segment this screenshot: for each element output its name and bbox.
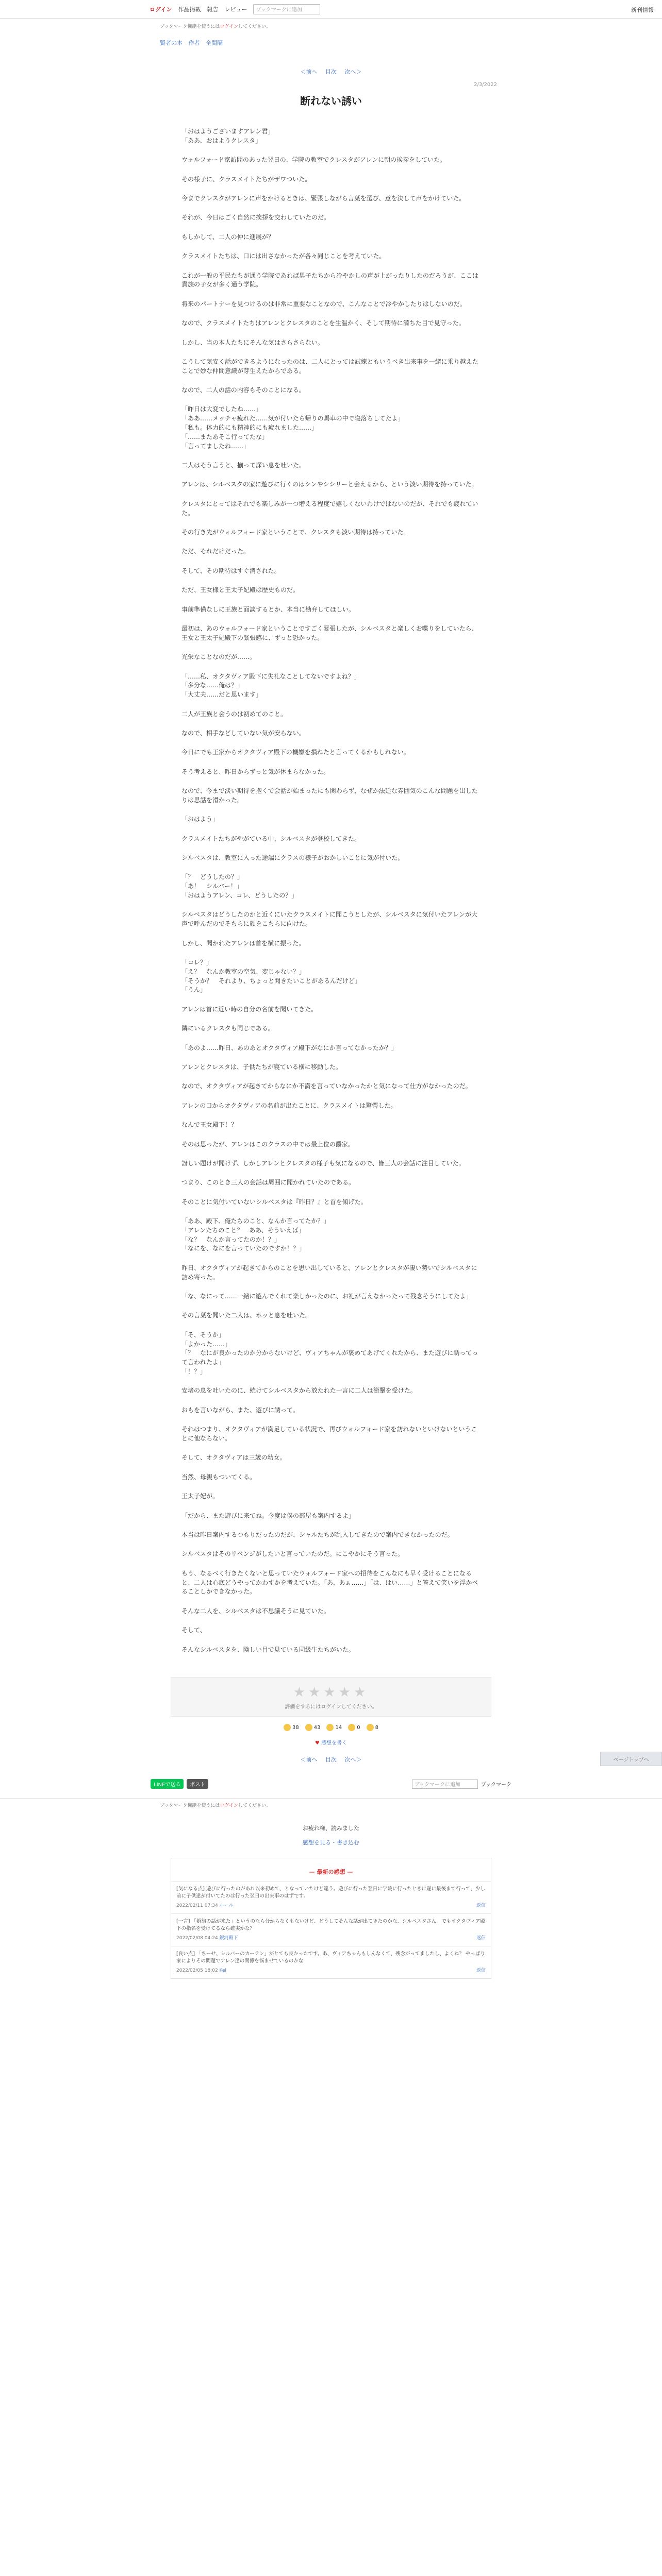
review-reply-link[interactable]: 返信 — [476, 1903, 486, 1909]
body-paragraph: 二人はそう言うと、揃って深い息を吐いた。 — [181, 462, 306, 469]
body-paragraph: アレンは、シルベスタの家に遊びに行くのはシンやシシリーと会えるから、という淡い期待を持っていた。 — [181, 481, 478, 488]
reaction-laugh[interactable] — [326, 1724, 342, 1731]
body-paragraph: おもを言いながら、また、遊びに誘って。 — [181, 1406, 299, 1414]
review-meta — [176, 1935, 486, 1942]
all-episodes-link[interactable]: 全間隔 — [206, 40, 223, 46]
body-paragraph: なので、相手などしていない気が安らない。 — [181, 729, 305, 737]
body-paragraph: ただ、それだけだった。 — [181, 548, 250, 555]
thumbs-up-icon — [284, 1724, 291, 1731]
review-date: 2022/02/11 07:34 — [176, 1903, 220, 1909]
body-paragraph: 「あのよ……昨日、あのあとオクタヴィア殿下がなにか言ってなかったか？」 — [181, 1044, 398, 1052]
episode-body — [181, 127, 481, 1654]
share-row — [151, 1779, 511, 1789]
episode-title: 断れない誘い — [300, 95, 362, 107]
review-list — [171, 1881, 491, 1978]
reaction-count: 0 — [357, 1725, 360, 1731]
body-paragraph: そんな二人を、シルベスタは不思議そうに見ていた。 — [181, 1607, 330, 1615]
body-paragraph: なので、クラスメイトたちはアレンとクレスタのことを生温かく、そして期待に満ちた目で見守った。 — [181, 319, 465, 327]
body-paragraph: なので、二人の話の内容もそのことになる。 — [181, 386, 305, 394]
reviews-heading-text: 最新の感想 — [317, 1869, 345, 1876]
review-item — [171, 1913, 491, 1946]
body-paragraph: 「ああ、殿下、俺たちのこと、なんか言ってたか？」 「アレンたちのこと？ ああ、そういえば」 「な？ なんか言ってたのか！？」 「なにを、なにを言っていたのですか！？」 — [181, 1217, 330, 1252]
body-paragraph: しかし、当の本人たちにそんな気はさらさらない。 — [181, 338, 324, 346]
nav-item-review[interactable]: レビュー — [224, 6, 247, 13]
reaction-count: 43 — [313, 1725, 321, 1731]
body-paragraph: そして、オクタヴィアは三歳の幼女。 — [181, 1454, 286, 1462]
review-author-link[interactable]: 銀河殿下 — [219, 1936, 238, 1941]
body-paragraph: クレスタにとってはそれでも楽しみが一つ増える程度で嬉しくないわけではないのだが、それでも疲れていた。 — [181, 500, 478, 517]
body-paragraph: 事前準備なしに王族と面談するとか、本当に勘弁してほしい。 — [181, 605, 355, 613]
page-top-button[interactable]: ページトップへ — [600, 1752, 662, 1766]
review-reply-link[interactable]: 返信 — [476, 1936, 486, 1941]
body-paragraph: アレンの口からオクタヴィアの名前が出たことに、クラスメイトは驚愕した。 — [181, 1101, 397, 1109]
body-paragraph: クラスメイトたちがやがている中、シルベスタが登校してきた。 — [181, 835, 361, 842]
body-paragraph: 安堵の息を吐いたのに、続けてシルベスタから放たれた一言に二人は衝撃を受けた。 — [181, 1387, 417, 1395]
review-date: 2022/02/08 04:24 — [176, 1936, 220, 1941]
pager-bottom — [0, 1755, 662, 1764]
rating-box — [171, 1677, 491, 1717]
body-paragraph: 将来のパートナーを見つけるのは非常に重要なことなので、こんなことで冷やかしたりはしないのだ。 — [181, 300, 466, 308]
bookmark-input[interactable]: ブックマークに追加 — [412, 1780, 478, 1789]
body-paragraph: そんなシルベスタを、険しい目で見ている同級生たちがいた。 — [181, 1646, 355, 1653]
review-date-author — [176, 1935, 238, 1942]
reaction-bar — [0, 1724, 662, 1731]
body-paragraph: なんで王女殿下！？ — [181, 1121, 238, 1129]
body-paragraph: 本当は昨日案内するつもりだったのだが、シャルたちが乱入してきたので案内できなかったのだ。 — [181, 1531, 454, 1538]
review-item — [171, 1946, 491, 1978]
next-link[interactable]: 次へ＞ — [344, 69, 362, 75]
body-paragraph: なので、今まで淡い期待を抱くで会話が始まったにも関わらず、なぜか法廷な雰囲気のこんな問題を出したりは思話を滑かった。 — [181, 787, 478, 804]
body-paragraph: アレンは首に近い時の自分の名前を聞いてきた。 — [181, 1005, 318, 1013]
body-paragraph: 「？ どうしたの？」 「あ！ シルバー！」 「おはようアレン、コレ、どうしたの？」 — [181, 873, 298, 900]
body-paragraph: 「だから、また遊びに来てね。今度は僕の部屋も案内するよ」 — [181, 1512, 355, 1519]
body-paragraph: そう考えると、昨日からずっと気が休まらなかった。 — [181, 768, 330, 775]
surprise-icon — [348, 1724, 355, 1731]
episode-date: 2/3/2022 — [474, 82, 497, 88]
body-paragraph: 光栄なことなのだが……。 — [181, 653, 256, 661]
body-paragraph: そのことに気付いていないシルベスタは『昨日？』と首を傾げた。 — [181, 1198, 367, 1206]
body-paragraph: その様子に、クラスメイトたちがザワついた。 — [181, 175, 311, 183]
body-paragraph: なので、オクタヴィアが起きてからなにか不満を言っていなかったかと気になって仕方がなかったのだ。 — [181, 1082, 472, 1090]
body-paragraph: 「な、なにって……一緒に遊んでくれて楽しかったのに、お礼が言えなかったって残念そうにしてたよ」 — [181, 1293, 472, 1300]
review-meta — [176, 1967, 486, 1974]
nav-item-post[interactable]: 作品掲載 — [178, 6, 201, 13]
review-page-link[interactable]: 感想を見る・書き込む — [303, 1839, 359, 1846]
reaction-count: 14 — [335, 1725, 342, 1731]
reaction-thumbs-up[interactable] — [284, 1724, 299, 1731]
body-paragraph: こうして気安く話ができるようになったのは、二人にとっては試練ともいうべき出来事を一緒に乗り越えたことで妙な仲間意識が芽生えたからである。 — [181, 358, 478, 375]
heart-icon: ♥ — [315, 1740, 320, 1747]
thanks-message: お疲れ様、読みました — [303, 1825, 359, 1832]
body-paragraph: 「コレ？」 「え？ なんか教室の空気、変じゃない？」 「そうか？ それより、ちょっと聞きたいことがあるんだけど」 「うん」 — [181, 959, 361, 994]
body-paragraph: もしかして、二人の仲に進展が？ — [181, 233, 274, 241]
pager-top — [0, 67, 662, 76]
reviews-heading: — 最新の感想 — — [309, 1869, 353, 1876]
body-paragraph: 訝しい題けが聞けず、しかしアレンとクレスタの様子も気になるので、皆三人の会話に注目していた。 — [181, 1159, 465, 1167]
prev-link[interactable]: ＜前へ — [300, 69, 318, 75]
body-paragraph: そして、 — [181, 1626, 206, 1634]
body-paragraph: 昨日、オクタヴィアが起きてからのことを思い出していると、アレンとクレスタが凄い勢いでシルベスタに詰め寄った。 — [181, 1264, 477, 1281]
body-paragraph: シルベスタはそのリベンジがしたいと言っていたのだ。にこやかにそう言った。 — [181, 1550, 404, 1558]
next-link-bottom[interactable]: 次へ＞ — [344, 1756, 362, 1764]
body-paragraph: 隣にいるクレスタも同じである。 — [181, 1025, 274, 1032]
latest-reviews — [171, 1858, 491, 1979]
rating-stars[interactable]: ★★★★★ — [293, 1685, 369, 1701]
smile-icon — [305, 1724, 312, 1731]
work-title-link[interactable]: 賢者の本 — [160, 40, 183, 46]
review-author-link[interactable]: Kei — [219, 1968, 227, 1974]
reaction-count: 8 — [375, 1725, 378, 1731]
review-text: [気になる点] 遊びに行ったのがあれ以来初めて、となっていたけど違う。遊びに行った翌日に学院に行ったときに遂に最後まで行って、少し前に子供達が付いてたのは行った翌日の出来事のはずです。 — [176, 1886, 486, 1900]
notice2-prefix: ブックマーク機能を使うには — [160, 1803, 220, 1809]
review-author-link[interactable]: ルール — [219, 1903, 234, 1909]
search-input[interactable]: ブックマークに追加 — [253, 4, 320, 14]
reaction-count: 38 — [292, 1725, 299, 1731]
body-paragraph: もう、なるべく行きたくないと思っていたウォルフォード家への招待をこんなにも早く受けることになると、二人は心底どうやってかわすかを考えていた。「あ、あぁ……」「は、はい……」と答えて笑いを浮かべることしかできなかった。 — [181, 1569, 478, 1596]
review-date: 2022/02/05 18:02 — [176, 1968, 220, 1974]
notice2-login-link[interactable]: ログイン — [220, 1803, 238, 1809]
body-paragraph: そして、その期待はすぐ消された。 — [181, 567, 280, 574]
body-paragraph: これが一般の平民たちが通う学院であれば男子たちから冷やかしの声が上がったりしたのだろうが、ここは貴族の子女が多く通う学院。 — [181, 272, 479, 289]
body-paragraph: 「……私、オクタヴィア殿下に失礼なことしてないですよね？」 「多分な……俺は？」 「大丈夫……だと思います」 — [181, 672, 360, 699]
login-link[interactable]: ログイン — [150, 6, 172, 13]
bookmark-button[interactable]: ブックマーク — [481, 1782, 511, 1788]
review-text: [良い点] 「ちーせ、シルバーのカーテン」がとても良かったです。あ、ヴィアちゃんもしんなくて、残念がってましたし、よくね？ やっぱり家によりその問題でアレン達の関係を悩ませているのかな — [176, 1951, 485, 1964]
body-paragraph: ただ、王女様と王太子妃殿は歴史ものだ。 — [181, 586, 300, 594]
body-paragraph: 「おはよう」 — [181, 816, 219, 823]
body-paragraph: シルベスタは、教室に入った途端にクラスの様子がおかしいことに気が付いた。 — [181, 854, 404, 862]
notice-suffix: してください。 — [238, 24, 271, 29]
toc-link-bottom[interactable]: 目次 — [325, 1756, 337, 1764]
new-release-menu[interactable]: 新刊情報 — [631, 7, 654, 13]
review-reply-link[interactable]: 返信 — [476, 1968, 486, 1974]
author-link[interactable]: 作者 — [188, 40, 200, 46]
body-paragraph: その行き先がウォルフォード家ということで、クレスタも淡い期待は持っていた。 — [181, 529, 410, 536]
clap-icon — [367, 1724, 374, 1731]
nav-item-report[interactable]: 報告 — [207, 6, 219, 13]
body-paragraph: 二人が王族と会うのは初めてのこと。 — [181, 710, 287, 718]
body-paragraph: しかし、聞かれたアレンは首を横に振った。 — [181, 939, 305, 947]
notice-prefix: ブックマーク機能を使うには — [160, 24, 220, 29]
body-paragraph: 今までクレスタがアレンに声をかけるときは、緊張しながら言葉を選び、意を決して声をかけていた。 — [181, 194, 466, 202]
body-paragraph: その言葉を聞いた二人は、ホッと息を吐いた。 — [181, 1312, 312, 1319]
body-paragraph: 当然、母親もついてくる。 — [181, 1473, 256, 1481]
rating-note: 評価をするにはログインしてください。 — [285, 1704, 377, 1710]
top-nav-bar — [0, 0, 662, 19]
prev-link-bottom[interactable]: ＜前へ — [300, 1756, 318, 1764]
body-paragraph: クラスメイトたちは、口には出さなかったが各々同じことを考えていた。 — [181, 252, 386, 260]
laugh-icon — [326, 1724, 334, 1731]
body-paragraph: シルベスタはどうしたのかと近くにいたクラスメイトに聞こうとしたが、シルベスタに気付いたアレンが大声で呼んだのでそちらに顔をこちらに向けた。 — [181, 911, 478, 928]
body-paragraph: それはつまり、オクタヴィアが満足している状況で、再びウォルフォード家を訪れないといけないということに他ならない。 — [181, 1426, 477, 1442]
review-item — [171, 1881, 491, 1913]
line-share-button[interactable]: LINEで送る — [151, 1779, 184, 1789]
bookmark-notice — [0, 19, 662, 29]
body-paragraph: 「昨日は大変でしたね……」 「ああ……メッチャ疲れた……気が付いたら帰りの馬車の中で寝落ちしてたよ」 「私も。体力的にも精神的にも疲れました……」 「……またあそこ行ってたな」 「言ってましたね……」 — [181, 405, 404, 450]
body-paragraph: 「そ、そうか」 「よかった……」 「？ なにが良かったのか分からないけど、ヴィアちゃんが褒めてあげてくれたから、また遊びに誘ってって言われたよ」 「！？」 — [181, 1331, 478, 1376]
toc-link[interactable]: 目次 — [325, 69, 337, 75]
x-share-button[interactable]: ポスト — [187, 1779, 208, 1789]
write-review-link[interactable] — [0, 1738, 662, 1746]
body-paragraph: そのは思ったが、アレンはこのクラスの中では最上位の爵家。 — [181, 1140, 354, 1148]
body-paragraph: 「おはようございますアレン君」 「ああ、おはようクレスタ」 — [181, 128, 274, 144]
body-paragraph: 今日にでも王家からオクタヴィア殿下の機嫌を損ねたと言ってくるかもしれない。 — [181, 749, 410, 756]
review-text: [一言] 「婚約の話が来た」というのなら分からなくもないけど、どうしてそんな話が出てきたのかな、シルベスタさん。でもオクタヴィア殿下の指名を受けてるなら確実かな？ — [176, 1919, 485, 1932]
bookmark-notice-bottom — [0, 1799, 662, 1808]
body-paragraph: 最初は、あのウォルフォード家ということですごく緊張したが、シルベスタと楽しくお喋りをしていたら、王女と王太子妃殿下の緊張感に、ずっと恐かった。 — [181, 624, 478, 641]
notice-login-link[interactable]: ログイン — [220, 24, 238, 29]
work-breadcrumb — [0, 29, 662, 47]
notice2-suffix: してください。 — [238, 1803, 271, 1809]
reaction-surprise[interactable] — [348, 1724, 360, 1731]
body-paragraph: アレンとクレスタは、子供たちが寝ている横に移動した。 — [181, 1063, 342, 1071]
body-paragraph: 王太子妃が。 — [181, 1493, 219, 1500]
body-paragraph: つまり、このとき三人の会話は周囲に聞かれていたのである。 — [181, 1179, 355, 1187]
reaction-smile[interactable] — [305, 1724, 321, 1731]
body-paragraph: ウォルフォード家訪問のあった翌日の、学院の教室でクレスタがアレンに朝の挨拶をしていた。 — [181, 156, 446, 164]
review-date-author — [176, 1902, 233, 1909]
review-date-author — [176, 1967, 226, 1974]
review-meta — [176, 1902, 486, 1909]
reaction-clap[interactable] — [367, 1724, 378, 1731]
body-paragraph: それが、今日はごく自然に挨拶を交わしていたのだ。 — [181, 214, 330, 222]
write-review-label: 感想を書く — [321, 1740, 347, 1747]
